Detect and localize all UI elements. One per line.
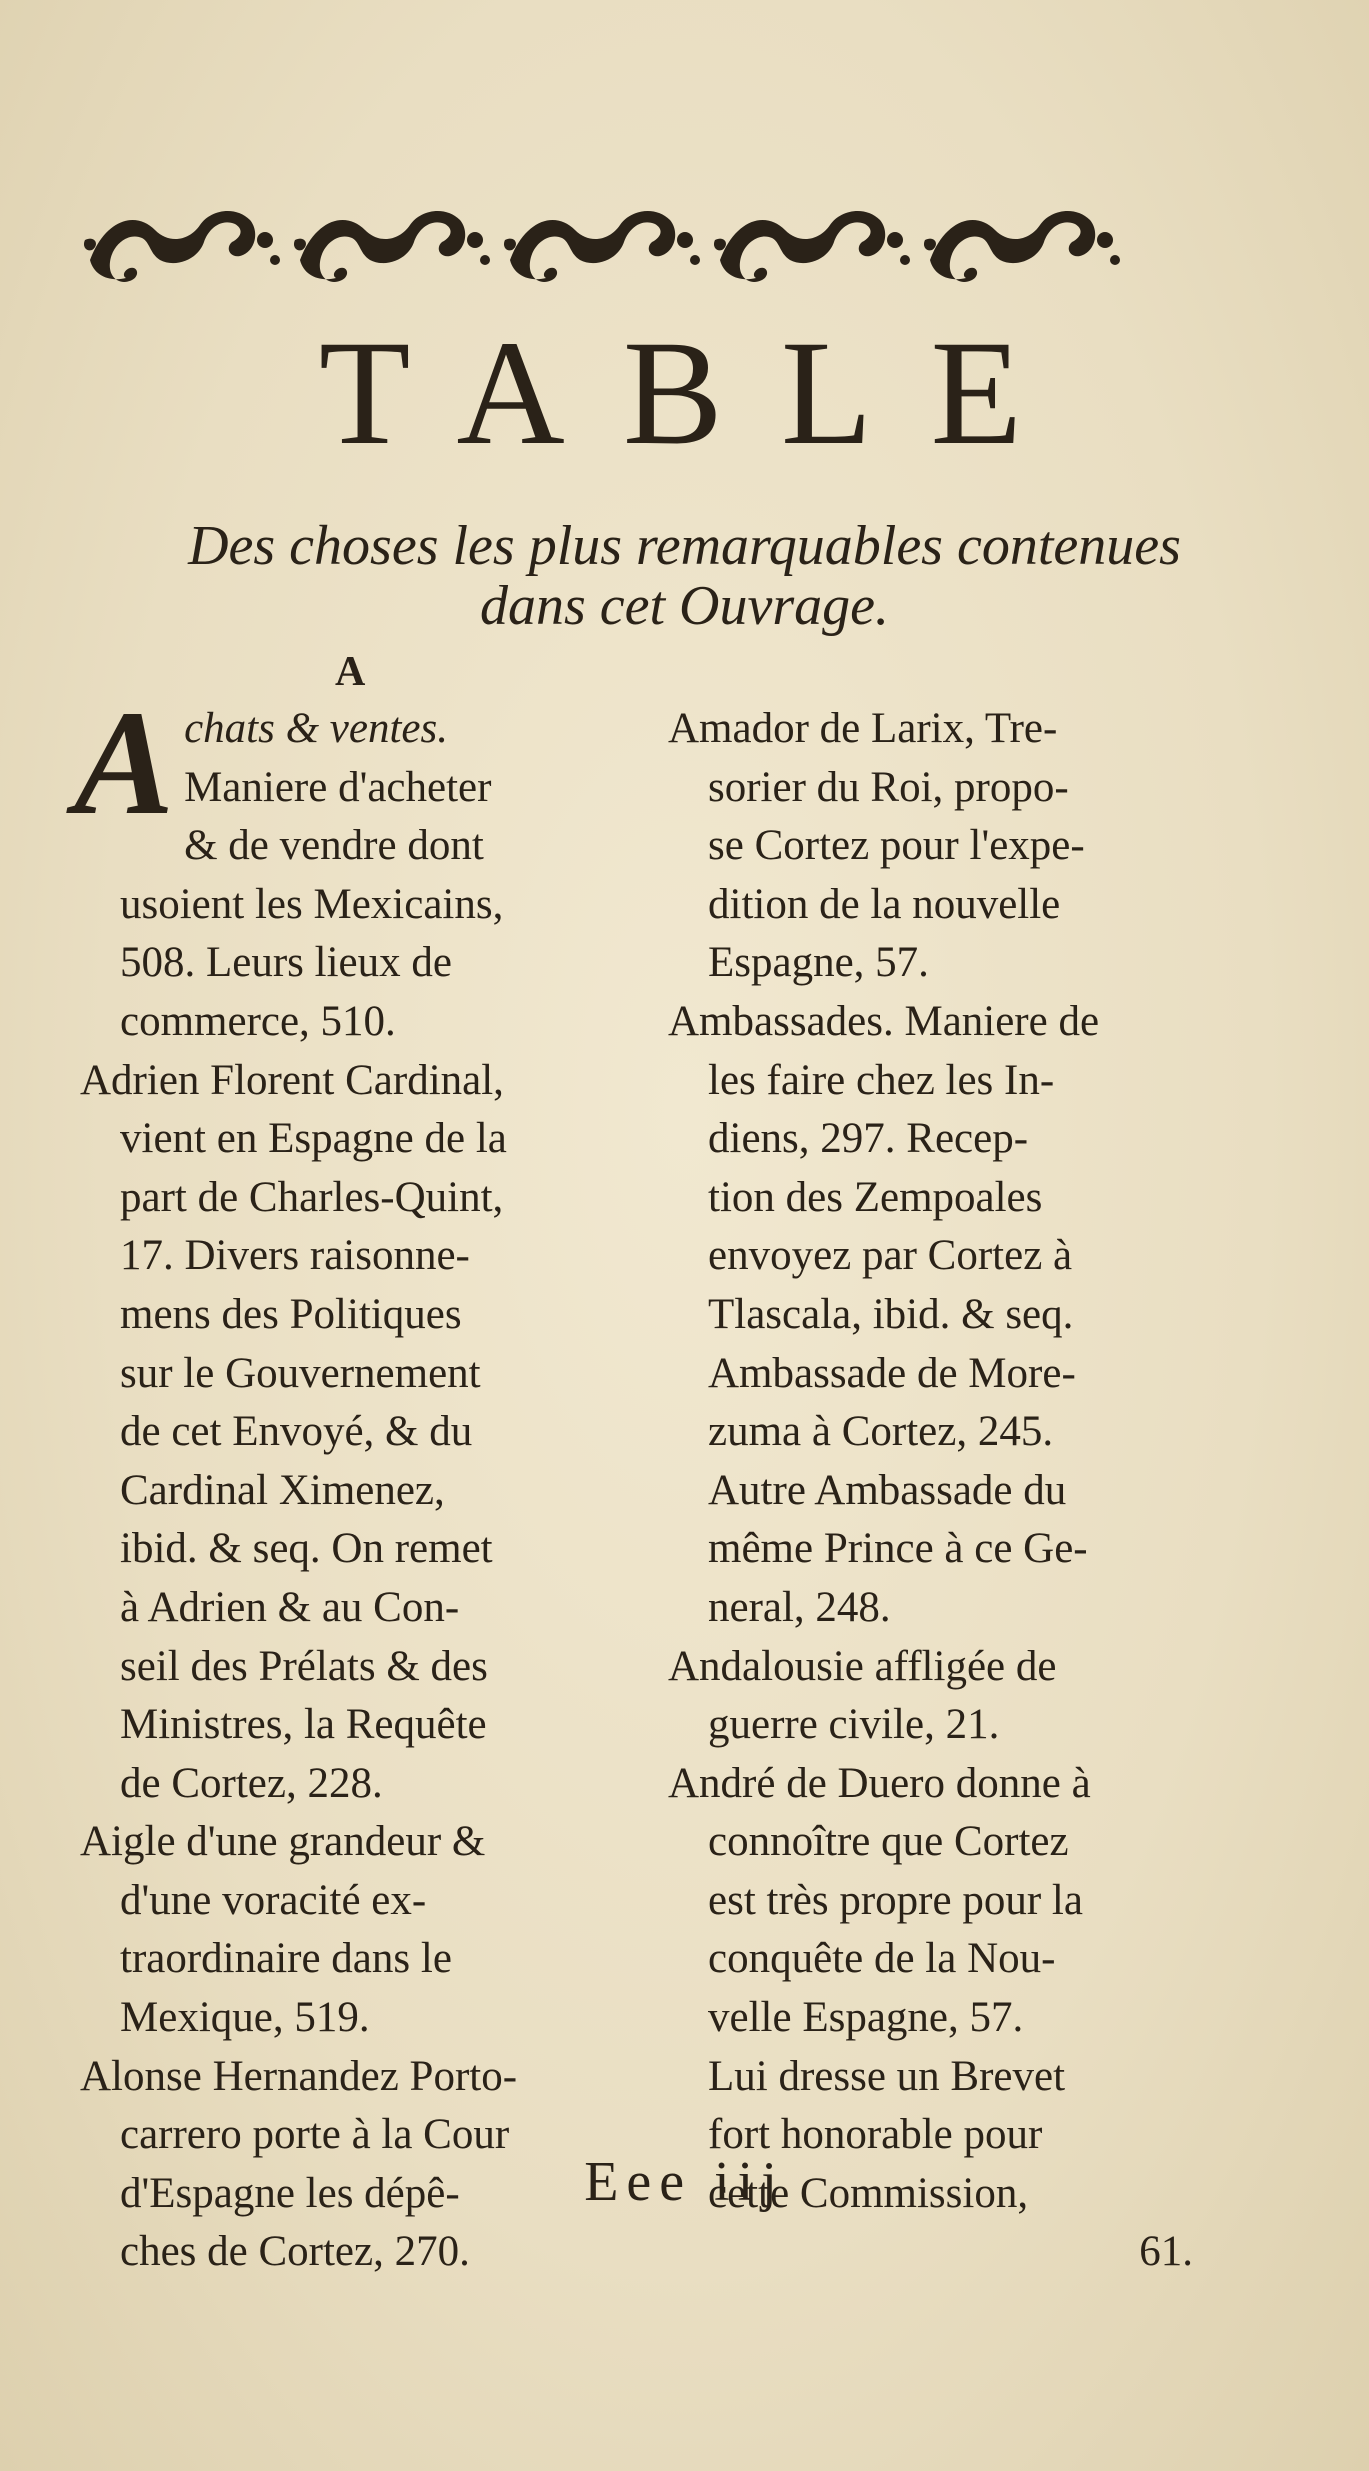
- list-item: carrero porte à la Cour: [120, 2111, 510, 2159]
- list-item: Amador de Larix, Tre-: [668, 705, 1058, 752]
- list-item: Ambassade de More-: [708, 1349, 1076, 1397]
- list-item: commerce, 510.: [120, 997, 396, 1045]
- list-item: envoyez par Cortez à: [708, 1232, 1073, 1280]
- list-item: seil des Prélats & des: [120, 1642, 488, 1690]
- list-item: Alonse Hernandez Porto-: [80, 2052, 518, 2100]
- subtitle-line-2: dans cet Ouvrage.: [479, 575, 889, 637]
- signature-mark: Eee iij: [584, 2151, 785, 2213]
- list-item: Adrien Florent Cardinal,: [80, 1056, 504, 1104]
- left-column: [74, 680, 605, 2282]
- list-item: connoître que Cortez: [708, 1818, 1069, 1866]
- list-item: Ministres, la Requête: [120, 1701, 487, 1749]
- list-item: Ambassades. Maniere de: [668, 997, 1100, 1045]
- list-item: de cet Envoyé, & du: [120, 1408, 473, 1456]
- list-item: chats & ventes.: [184, 705, 448, 752]
- list-item: velle Espagne, 57.: [708, 1994, 1024, 2042]
- list-item: même Prince à ce Ge-: [708, 1525, 1088, 1573]
- list-item: tion des Zempoales: [708, 1173, 1043, 1221]
- list-item: de Cortez, 228.: [120, 1759, 383, 1807]
- list-item: 61.: [1139, 2228, 1193, 2276]
- list-item: usoient les Mexicains,: [120, 880, 504, 928]
- fleuron-ornament-icon: [80, 190, 1185, 300]
- list-item: Cardinal Ximenez,: [120, 1466, 445, 1514]
- list-item: traordinaire dans le: [120, 1935, 452, 1983]
- list-item: 508. Leurs lieux de: [120, 939, 452, 987]
- list-item: Aigle d'une grandeur &: [80, 1818, 486, 1866]
- list-item: neral, 248.: [708, 1583, 891, 1631]
- list-item: fort honorable pour: [708, 2111, 1043, 2159]
- list-item: diens, 297. Recep-: [708, 1115, 1029, 1163]
- list-item: Tlascala, ibid. & seq.: [708, 1290, 1074, 1338]
- list-item: ches de Cortez, 270.: [120, 2228, 470, 2276]
- list-item: Autre Ambassade du: [708, 1466, 1067, 1514]
- list-item: Andalousie affligée de: [668, 1642, 1057, 1690]
- list-item: dition de la nouvelle: [708, 880, 1061, 928]
- list-item: Mexique, 519.: [120, 1994, 370, 2042]
- list-item: ibid. & seq. On remet: [120, 1525, 493, 1573]
- list-item: André de Duero donne à: [668, 1759, 1091, 1807]
- list-item: à Adrien & au Con-: [120, 1583, 460, 1631]
- list-item: Lui dresse un Brevet: [708, 2052, 1066, 2100]
- list-item: mens des Politiques: [120, 1290, 462, 1338]
- list-item: guerre civile, 21.: [708, 1701, 1000, 1749]
- list-item: vient en Espagne de la: [120, 1115, 507, 1163]
- list-item: conquête de la Nou-: [708, 1935, 1056, 1983]
- page-title: TABLE: [318, 310, 1081, 476]
- list-item: est très propre pour la: [708, 1876, 1083, 1924]
- list-item: cette Commission,: [708, 2169, 1029, 2217]
- list-item: les faire chez les In-: [708, 1056, 1055, 1104]
- section-letter: A: [335, 649, 366, 695]
- list-item: zuma à Cortez, 245.: [708, 1408, 1054, 1456]
- list-item: & de vendre dont: [184, 822, 484, 870]
- list-item: d'une voracité ex-: [120, 1876, 427, 1924]
- list-item: se Cortez pour l'expe-: [708, 822, 1085, 870]
- list-item: sur le Gouvernement: [120, 1349, 481, 1397]
- subtitle-line-1: Des choses les plus remarquables contenues: [188, 515, 1181, 577]
- list-item: sorier du Roi, propo-: [708, 763, 1069, 811]
- list-item: 17. Divers raisonne-: [120, 1232, 470, 1280]
- list-item: part de Charles-Quint,: [120, 1173, 504, 1221]
- right-column: [668, 700, 1193, 2282]
- ornament-band: [80, 190, 1185, 300]
- list-item: Maniere d'acheter: [184, 763, 492, 811]
- list-item: Espagne, 57.: [708, 939, 929, 987]
- dropcap-a-icon: A: [74, 680, 175, 846]
- list-item: d'Espagne les dépê-: [120, 2169, 460, 2217]
